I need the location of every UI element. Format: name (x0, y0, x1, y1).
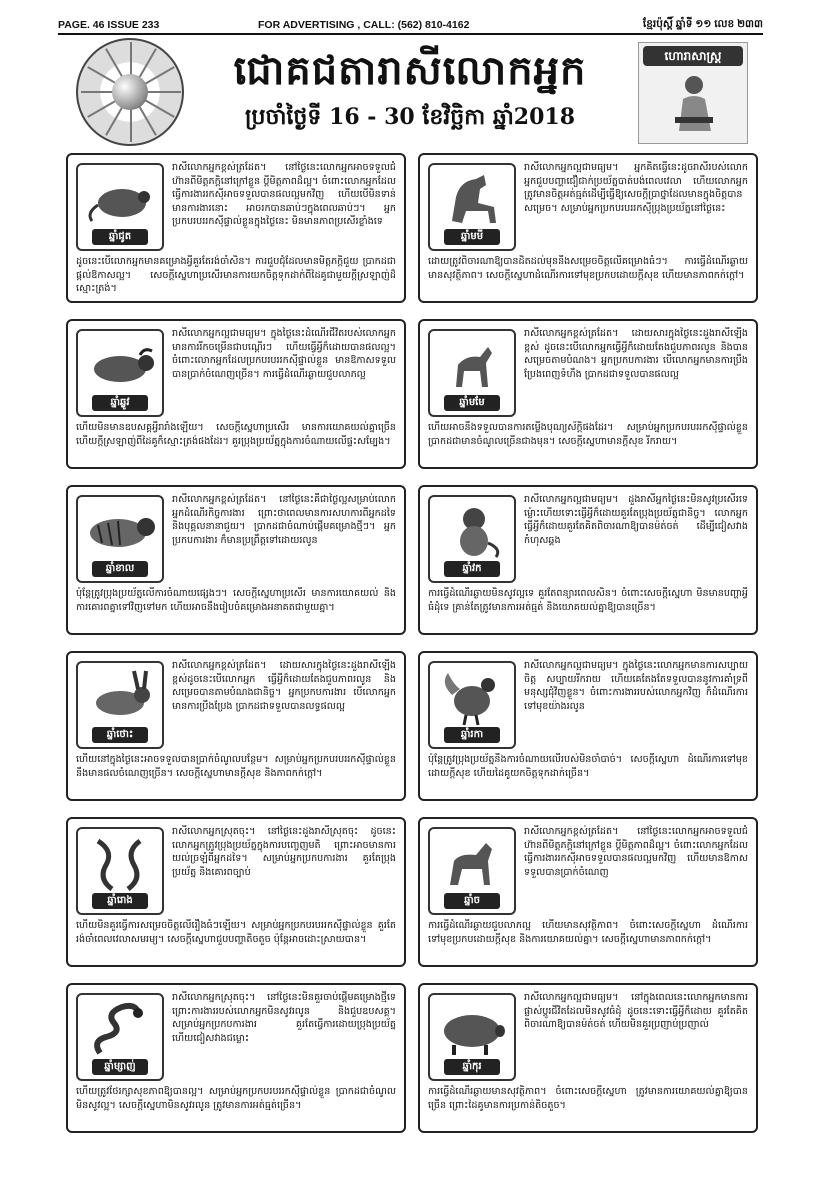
page-header (58, 18, 763, 32)
zodiac-wheel-icon (76, 38, 184, 146)
horoscope-card (66, 817, 406, 967)
astrologer-icon (669, 73, 719, 133)
zodiac-emblem (76, 661, 164, 749)
publication-label: ខ្មែរប៉ុស្តិ៍ ឆ្នាំទី ១១ លេខ ២៣៣ (642, 17, 763, 30)
zodiac-name: ឆ្នាំម្សាញ់ (92, 1059, 148, 1075)
horoscope-text-continued: ដោយត្រូវពិចារណាឱ្យបានដិតដល់មុននឹងសម្រេចចិត្តលើគម្រោងធំៗ។ ការធ្វើដំណើរឆ្ងាយមានសុវត្ថិភាព។ សេចក្តីស្នេហាដំណើរការទៅមុខប្រកបដោយក្តីសុខ ហើយមានភាពកក់ក្តៅ។ (428, 256, 748, 281)
horoscope-card (66, 485, 406, 635)
pig-icon (430, 997, 514, 1059)
zodiac-name: ឆ្នាំជូត (92, 229, 148, 245)
issue-label: PAGE. 46 ISSUE 233 (58, 19, 160, 31)
zodiac-name: ឆ្នាំកុរ (444, 1059, 500, 1075)
horoscope-text-continued: ដូចនេះបើលោកអ្នកមានគម្រោងអ្វីគួរតែរង់ចាំសិន។ ការជួបជុំដែលមានមិត្តភក្តិជួយ ប្រាកដជាផ្តល់ឱកាសល្អ។ សេចក្តីស្នេហាប្រសើរមានការយកចិត្តទុកដាក់ពីដៃគូជាមួយក្តីស្រឡាញ់ដ៏ស្មោះត្រង់។ (76, 256, 396, 295)
horoscope-card (418, 817, 758, 967)
page-title: ជោគជតារាសីលោកអ្នក (233, 47, 587, 94)
zodiac-name: ឆ្នាំមមី (444, 229, 500, 245)
zodiac-name: ឆ្នាំរោង (92, 893, 148, 909)
horoscope-text: រាសីលោកអ្នកល្អជាមធ្យម។ អ្នកគិតធ្វើនេះដូចរាសីរបស់លោកអ្នកជួបបញ្ហាជឿជាក់ប្រយ័ត្នបាត់បង់ពេលវេលា ហើយលោកអ្នកត្រូវមានចិត្តអត់ធ្មត់ដើម្បីធ្វើឱ្យសេចក្តីប្រាថ្នាដែលមានក្នុងចិត្តបានសម្រេច។ សម្រាប់អ្នកប្រកបរបររកស៊ីប្រុងប្រយ័ត្ននៅថ្ងៃនេះ (524, 162, 748, 214)
advertising-label: FOR ADVERTISING , CALL: (562) 810-4162 (258, 19, 470, 31)
zodiac-emblem (428, 495, 516, 583)
horoscope-text-continued: ប៉ុន្តែត្រូវប្រុងប្រយ័ត្នលើការចំណាយផ្សេងៗ។ សេចក្តីស្នេហាប្រសើរ មានការយោគយល់ និងការគោរពគ្នាទៅវិញទៅមក ហើយអាចនឹងរៀបចំគម្រោងអនាគតជាមួយគ្នា។ (76, 588, 396, 613)
zodiac-name: ឆ្នាំខាល (92, 561, 148, 577)
ox-icon (78, 333, 162, 395)
horoscope-text: រាសីលោកអ្នកល្អជាមធ្យម។ ក្នុងថ្ងៃនេះលោកអ្នកមានការសប្បាយចិត្ត សប្បាយរីករាយ ហើយគេតែងតែទទួលបាននូវការគាំទ្រពីមនុស្សជុំវិញខ្លួន។ ចំពោះការងាររបស់លោកអ្នកវិញ ក៏ដំណើរការទៅមុខយ៉ាងរលូន (524, 660, 748, 712)
rabbit-icon (78, 665, 162, 727)
dog-icon (430, 831, 514, 893)
horoscope-text-continued: ហើយអាចនឹងទទួលបានការតម្លើងបុណ្យស័ក្តិផងដែរ។ សម្រាប់អ្នកប្រកបរបររកស៊ីផ្ទាល់ខ្លួន ប្រាកដជាមានចំណូលច្រើនជាងមុន។ សេចក្តីស្នេហាមានក្តីសុខ រីករាយ។ (428, 422, 748, 447)
page-subtitle: ប្រចាំថ្ងៃទី 16 - 30 ខែវិច្ឆិកា ឆ្នាំ2018 (244, 104, 576, 130)
horoscope-card (418, 485, 758, 635)
horoscope-card (66, 983, 406, 1133)
horoscope-card (66, 651, 406, 801)
zodiac-emblem (76, 495, 164, 583)
zodiac-emblem (428, 329, 516, 417)
horoscope-text: រាសីលោកអ្នកខ្ពស់ត្រដែត។ ដោយសារក្នុងថ្ងៃនេះដួងរាសីឡើងខ្ពស់ ដូចនេះបើលោកអ្នកធ្វើអ្វីក៏ដោយតែងជួបភាពរលូន និងបានសម្រេចតាមបំណង។ អ្នកប្រកបការងារ បើលោកអ្នកមានការប្រឹងប្រែងពេញទំហឹង ប្រាកដជាទទួលបានផលល្អ (524, 328, 748, 380)
horoscope-card (66, 153, 406, 303)
horoscope-text: រាសីលោកអ្នកខ្ពស់ត្រដែត។ នៅថ្ងៃនេះលោកអ្នកអាចទទួលជំហ៊ានពីមិត្តភក្តិនៅក្រៅខ្លួន ប្តីមិត្តភាពដ៏ល្អ។ ចំពោះលោកអ្នកដែលធ្វើការងាររកស៊ីអាចទទួលបានផលល្អមកវិញ ហើយបើមិនទាន់មានការងារនោះ អាចរកបានឆាប់ៗក្នុងពេលឆាប់ៗ។ អ្នកប្រកបរបររកស៊ីផ្ទាល់ខ្លួនក្នុងថ្ងៃនេះ មិនមានភាពប្រសើរខ្លាំងទេ (172, 162, 396, 228)
horoscope-text-continued: ការធ្វើដំណើរឆ្ងាយមិនសូវល្អទេ គួរតែពន្យារពេលសិន។ ចំពោះសេចក្តីស្នេហា មិនមានបញ្ហាអ្វីធំដុំទេ គ្រាន់តែត្រូវមានការអត់ធ្មត់ និងយោគយល់គ្នាឱ្យបានច្រើន។ (428, 588, 748, 613)
zodiac-emblem (76, 329, 164, 417)
zodiac-emblem (76, 993, 164, 1081)
zodiac-emblem (428, 661, 516, 749)
horoscope-text: រាសីលោកអ្នកល្អជាមធ្យម។ ក្នុងថ្ងៃនេះដំណើរជីវិតរបស់លោកអ្នកមានការរីកចម្រើនជាបណ្តើរៗ ហើយធ្វើអ្វីក៏ដោយបានផលល្អ។ ចំពោះលោកអ្នកដែលប្រកបរបររកស៊ីផ្ទាល់ខ្លួន មានឱកាសទទួលបានប្រាក់ចំណេញច្រើន។ ការធ្វើដំណើរឆ្ងាយជួបលាភល្អ (172, 328, 396, 380)
horoscope-card (418, 319, 758, 469)
rooster-icon (430, 665, 514, 727)
horoscope-text: រាសីលោកអ្នកស្រុតចុះ។ នៅថ្ងៃនេះមិនគួរចាប់ផ្តើមគម្រោងថ្មីទេ ព្រោះការងាររបស់លោកអ្នកមិនសូវរលូន និងជួបឧបសគ្គ។ សម្រាប់អ្នកប្រកបការងារ គួរតែធ្វើការដោយប្រុងប្រយ័ត្ន ហើយជៀសវាងជម្លោះ (172, 992, 396, 1044)
horoscope-card (418, 153, 758, 303)
horoscope-text: រាសីលោកអ្នកល្អជាមធ្យម។ ដួងរាសីអ្នកថ្ងៃនេះមិនសូវប្រសើរទេ ម្ល៉ោះហើយទោះធ្វើអ្វីក៏ដោយគួរតែប្រុងប្រយ័ត្នជានិច្ច។ លោកអ្នកធ្វើអ្វីក៏ដោយគួរតែគិតពិចារណាឱ្យបានម៉ត់ចត់ ដើម្បីជៀសវាងកំហុសឆ្គង (524, 494, 748, 546)
horoscope-text-continued: ហើយមិនគួរធ្វើការសម្រេចចិត្តលើរឿងធំៗឡើយ។ សម្រាប់អ្នកប្រកបរបររកស៊ីផ្ទាល់ខ្លួន គួរតែរង់ចាំពេលវេលាសមរម្យ។ សេចក្តីស្នេហាជួបបញ្ហាតិចតួច ប៉ុន្តែអាចដោះស្រាយបាន។ (76, 920, 396, 945)
zodiac-emblem (428, 827, 516, 915)
horoscope-card (66, 319, 406, 469)
zodiac-emblem (428, 163, 516, 251)
snake-icon (78, 997, 162, 1059)
zodiac-emblem (76, 827, 164, 915)
dragon-icon (78, 831, 162, 893)
horoscope-text: រាសីលោកអ្នកល្អជាមធ្យម។ នៅក្នុងពេលនេះលោកអ្នកមានការផ្លាស់ប្តូរជីវិតដែលមិនសូវធំដុំ ដូចនេះទោះធ្វើអ្វីក៏ដោយ គួរតែគិតពិចារណាឱ្យបានម៉ត់ចត់ ហើយមិនគួរប្រញាប់ប្រញាល់ (524, 992, 748, 1031)
horoscope-text-continued: ហើយនៅក្នុងថ្ងៃនេះអាចទទួលបានប្រាក់ចំណូលបន្ថែម។ សម្រាប់អ្នកប្រកបរបររកស៊ីផ្ទាល់ខ្លួន នឹងមានផលចំណេញច្រើន។ សេចក្តីស្នេហាមានក្តីសុខ និងភាពកក់ក្តៅ។ (76, 754, 396, 779)
zodiac-name: ឆ្នាំថោះ (92, 727, 148, 743)
monkey-icon (430, 499, 514, 561)
horse-icon (430, 167, 514, 229)
header-rule (58, 33, 763, 35)
astrology-badge (638, 42, 748, 144)
zodiac-emblem (428, 993, 516, 1081)
zodiac-emblem (76, 163, 164, 251)
horoscope-text-continued: ហើយត្រូវថែរក្សាសុខភាពឱ្យបានល្អ។ សម្រាប់អ្នកប្រកបរបររកស៊ីផ្ទាល់ខ្លួន ប្រាកដជាចំណូលមិនសូវល្អ។ សេចក្តីស្នេហាមិនសូវរលូន ត្រូវមានការអត់ធ្មត់ច្រើន។ (76, 1086, 396, 1111)
horoscope-text: រាសីលោកអ្នកខ្ពស់ត្រដែត។ ដោយសារក្នុងថ្ងៃនេះដួងរាសីឡើងខ្ពស់ដូចនេះបើលោកអ្នក ធ្វើអ្វីក៏ដោយតែងជួបភាពរលូន និងសម្រេចបានតាមបំណងជានិច្ច។ អ្នកប្រកបការងារ បើលោកអ្នកមានការប្រឹងប្រែង ប្រាកដជាទទួលបានលទ្ធផលល្អ (172, 660, 396, 712)
rat-icon (78, 167, 162, 229)
zodiac-name: ឆ្នាំឆ្លូវ (92, 395, 148, 411)
goat-icon (430, 333, 514, 395)
zodiac-name: ឆ្នាំរកា (444, 727, 500, 743)
horoscope-text-continued: ហើយមិនមានឧបសគ្គអ្វីរារាំងឡើយ។ សេចក្តីស្នេហាប្រសើរ មានការយោគយល់គ្នាច្រើន ហើយក្តីស្រឡាញ់ពីដៃគូក៏ស្មោះត្រង់ផងដែរ។ គួរប្រុងប្រយ័ត្នក្នុងការចំណាយលើផ្ទះសម្បែង។ (76, 422, 396, 447)
horoscope-card (418, 983, 758, 1133)
horoscope-text-continued: ការធ្វើដំណើរឆ្ងាយជួបលាភល្អ ហើយមានសុវត្ថិភាព។ ចំពោះសេចក្តីស្នេហា ដំណើរការទៅមុខប្រកបដោយក្តីសុខ និងការយោគយល់គ្នា។ សេចក្តីស្នេហាមានភាពកក់ក្តៅ។ (428, 920, 748, 945)
horoscope-text-continued: ប៉ុន្តែត្រូវប្រុងប្រយ័ត្ននឹងការចំណាយលើរបស់មិនចាំបាច់។ សេចក្តីស្នេហា ដំណើរការទៅមុខដោយក្តីសុខ ហើយដៃគូយកចិត្តទុកដាក់ច្រើន។ (428, 754, 748, 779)
horoscope-text: រាសីលោកអ្នកខ្ពស់ត្រដែត។ នៅថ្ងៃនេះលោកអ្នកអាចទទួលជំហ៊ានពីមិត្តភក្តិនៅក្រៅខ្លួន ប្តីមិត្តភាពដ៏ល្អ។ ចំពោះលោកអ្នកដែលធ្វើការងាររកស៊ីអាចទទួលបានផលល្អមកវិញ ហើយមានឱកាសទទួលបានប្រាក់ចំណេញ (524, 826, 748, 878)
horoscope-text-continued: ការធ្វើដំណើរឆ្ងាយមានសុវត្ថិភាព។ ចំពោះសេចក្តីស្នេហា ត្រូវមានការយោគយល់គ្នាឱ្យបានច្រើន ព្រោះដៃគូមានការប្រកាន់តិចតួច។ (428, 1086, 748, 1111)
horoscope-text: រាសីលោកអ្នកខ្ពស់ត្រដែត។ នៅថ្ងៃនេះគឺជាថ្ងៃល្អសម្រាប់លោកអ្នកដំណើរកិច្ចការងារ ព្រោះថាពេលមានការសហការពីអ្នកដទៃ និងបុគ្គលនានាជួយ។ ប្រាកដជាចំណាប់ផ្តើមគម្រោងថ្មីៗ។ អ្នកប្រកបការងារ ក៏មានប្រព្រឹត្តទៅដោយរលូន (172, 494, 396, 546)
tiger-icon (78, 499, 162, 561)
horoscope-card (418, 651, 758, 801)
astrology-label: ហោរាសាស្ត្រ (643, 46, 743, 66)
zodiac-name: ឆ្នាំមមែ (444, 395, 500, 411)
zodiac-name: ឆ្នាំច (444, 893, 500, 909)
zodiac-name: ឆ្នាំវក (444, 561, 500, 577)
horoscope-text: រាសីលោកអ្នកស្រុតចុះ។ នៅថ្ងៃនេះដួងរាសីស្រុតចុះ ដូចនេះលោកអ្នកត្រូវប្រុងប្រយ័ត្នក្នុងការបញ្ចេញមតិ ព្រោះអាចមានការយល់ច្រឡំពីអ្នកដទៃ។ សម្រាប់អ្នកប្រកបការងារ គួរតែប្រុងប្រយ័ត្ន និងគោរពច្បាប់ (172, 826, 396, 878)
